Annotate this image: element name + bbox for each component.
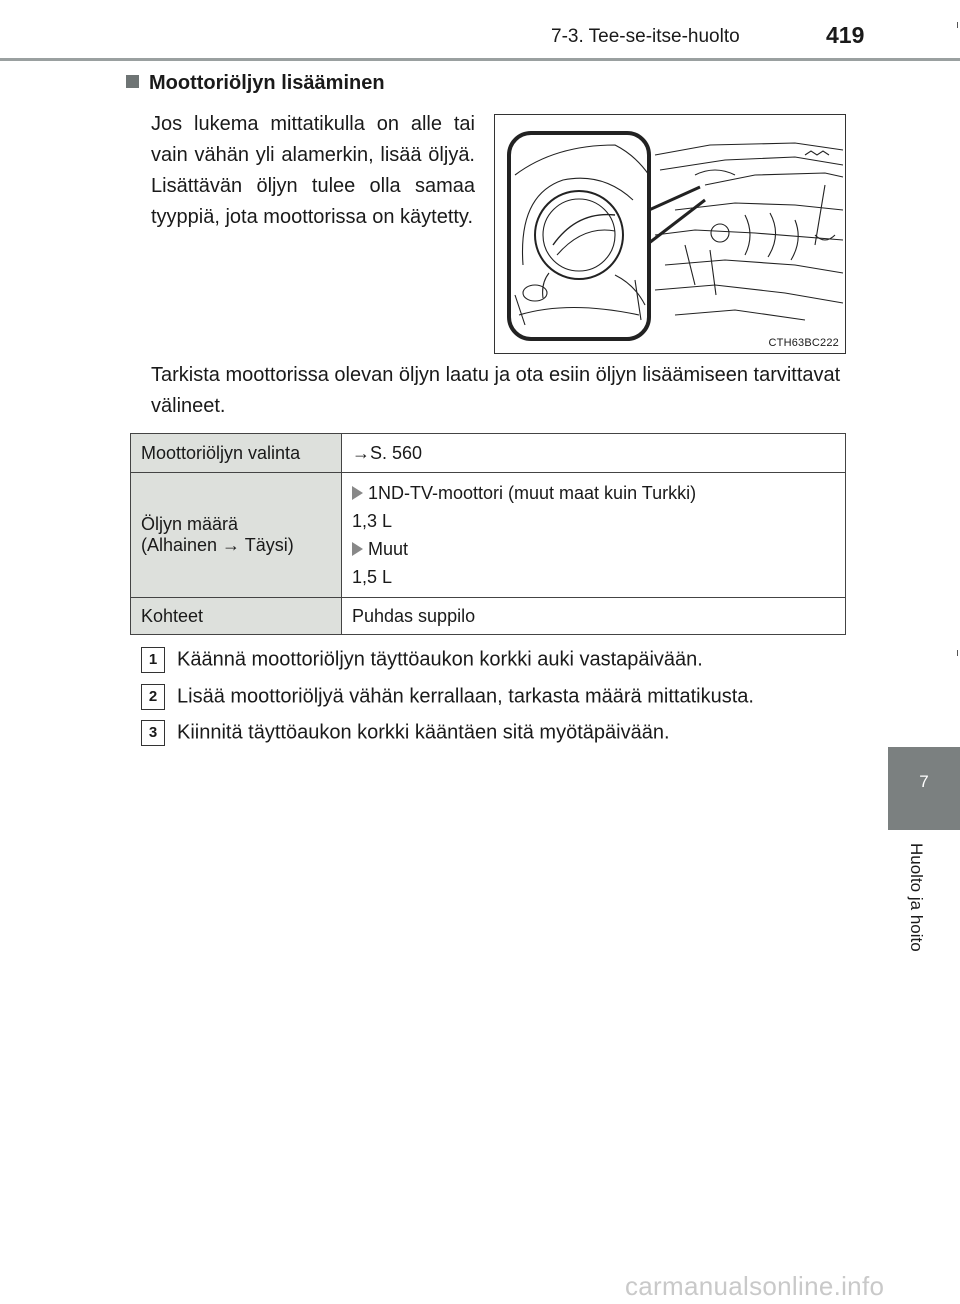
section-heading-text: Moottoriöljyn lisääminen [149, 72, 385, 94]
item-value: 1,3 L [352, 511, 393, 531]
triangle-bullet-icon [352, 542, 363, 556]
table-label: Moottoriöljyn valinta [131, 434, 342, 473]
step-text: Käännä moottoriöljyn täyttöaukon korkki auki vastapäivään. [177, 648, 703, 671]
table-label [131, 473, 342, 598]
step-number: 3 [141, 720, 165, 746]
step-item [141, 720, 670, 746]
engine-oil-cap-illustration [494, 114, 846, 354]
triangle-bullet-icon [352, 486, 363, 500]
item-value: 1,5 L [352, 567, 393, 587]
table-value: Puhdas suppilo [342, 598, 846, 635]
table-value-link[interactable]: →S. 560 [342, 434, 846, 473]
header-section-title: 7-3. Tee-se-itse-huolto [551, 26, 740, 47]
step-number: 2 [141, 684, 165, 710]
crop-mark [957, 22, 958, 28]
watermark: carmanualsonline.info [625, 1271, 885, 1301]
step-text: Lisää moottoriöljyä vähän kerrallaan, tarkasta määrä mittatikusta. [177, 685, 754, 708]
table-row [131, 598, 846, 635]
header-rule [0, 58, 960, 61]
engine-bay-drawing [495, 115, 845, 353]
table-value [342, 473, 846, 598]
intro-paragraph: Jos lukema mittatikulla on alle tai vain vähän yli alamerkin, lisää öljyä. Lisättävän öljyn tulee olla samaa tyyppiä, jota moottorissa on käytetty. [151, 113, 475, 228]
square-bullet-icon [126, 75, 139, 88]
preparation-paragraph: Tarkista moottorissa olevan öljyn laatu ja ota esiin öljyn lisäämiseen tarvittavat välineet. [151, 364, 841, 417]
page-number: 419 [826, 22, 865, 48]
table-label: Kohteet [131, 598, 342, 635]
crop-mark [957, 650, 958, 656]
table-label-line: (Alhainen → Täysi) [141, 535, 294, 555]
section-heading [126, 72, 385, 95]
step-text: Kiinnitä täyttöaukon korkki kääntäen sitä myötäpäivään. [177, 721, 670, 744]
step-number: 1 [141, 647, 165, 673]
step-item [141, 684, 754, 710]
figure-code: CTH63BC222 [768, 337, 839, 349]
table-row [131, 473, 846, 598]
oil-spec-table [130, 433, 846, 635]
list-item [352, 535, 835, 563]
item-title: 1ND-TV-moottori (muut maat kuin Turkki) [368, 483, 697, 503]
chapter-tab[interactable]: 7 [888, 747, 960, 830]
list-item [352, 479, 835, 507]
item-title: Muut [368, 539, 409, 559]
table-row [131, 434, 846, 473]
table-label-line: Öljyn määrä [141, 514, 239, 534]
step-item [141, 647, 703, 673]
chapter-title [906, 843, 926, 973]
chapter-title-text: Huolto ja hoito [907, 843, 926, 952]
